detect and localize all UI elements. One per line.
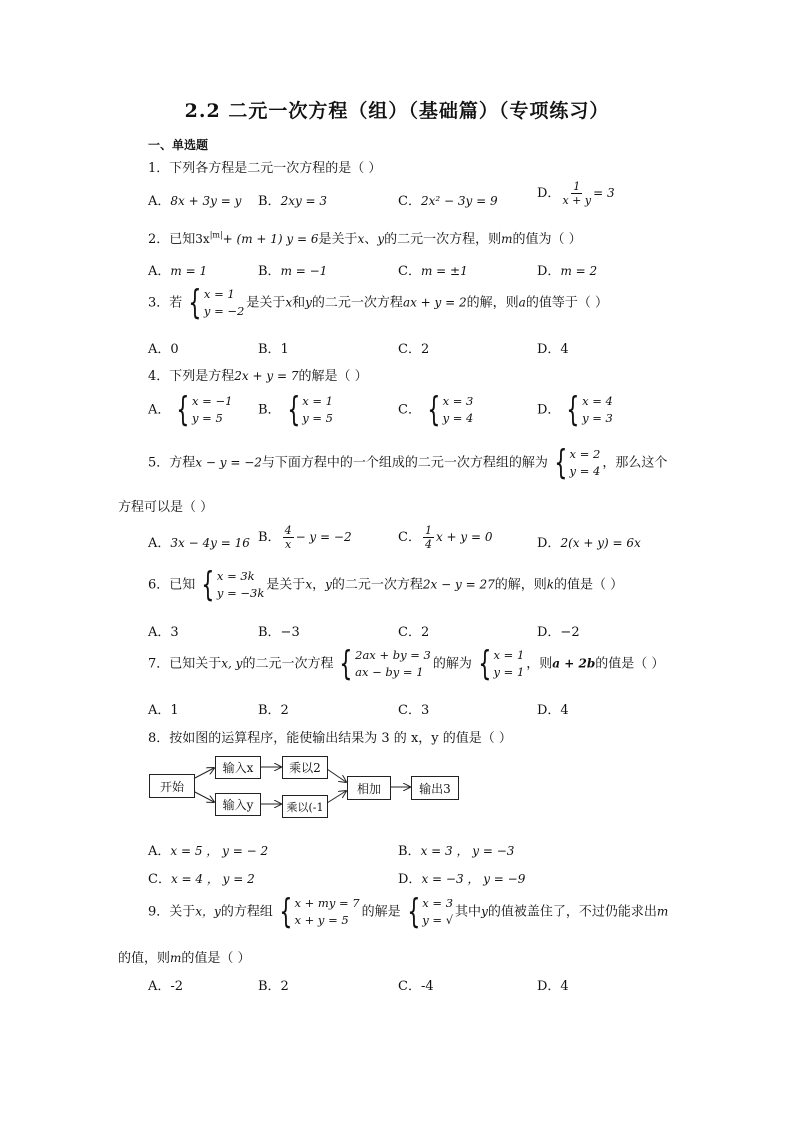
flow-multiply-2-box: 乘以2	[282, 756, 328, 779]
question-2: 2．已知$3x^{|m|}+ (m + 1) y = 6$是关于x、y的二元一次方程，则m的值为（ ）	[148, 230, 582, 247]
q5-option-c: C． $\frac{1}{4}$ x + y = 0	[398, 524, 493, 551]
q9-option-c: C．-4	[398, 979, 434, 994]
q6-option-a: A．3	[148, 625, 179, 640]
q1-option-b: B．2xy = 3	[258, 194, 328, 209]
q9-option-d: D．4	[537, 979, 569, 994]
q8-option-b: B．x = 3 ， y = −3	[398, 844, 515, 859]
question-8: 8．按如图的运算程序，能使输出结果为 3 的 x，y 的值是（ ）	[148, 731, 512, 746]
question-5: 5．方程x − y = −2与下面方程中的一个组成的二元一次方程组的解为 { x = 2 y = 4 ，那么这个	[148, 443, 668, 483]
q4-option-b: B． { x = 1 y = 5	[258, 390, 333, 430]
q9-option-a: A．-2	[148, 979, 184, 994]
q4-option-a: A． { x = −1 y = 5	[148, 390, 233, 430]
q3-option-d: D．4	[537, 342, 569, 357]
q3-option-b: B．1	[258, 342, 289, 357]
flow-output-box: 输出3	[411, 776, 459, 800]
flow-input-x-box: 输入x	[215, 756, 261, 779]
q8-option-c: C．x = 4 ， y = 2	[148, 872, 255, 887]
question-6: 6．已知 { x = 3k y = −3k 是关于x，y的二元一次方程2x − y = 27的解，则k的值是（ ）	[148, 565, 624, 605]
q7-option-b: B．2	[258, 703, 289, 718]
q5-option-a: A．3x − 4y = 16	[148, 536, 250, 551]
q5-option-d: D．2(x + y) = 6x	[537, 536, 641, 551]
q4-option-c: C． { x = 3 y = 4	[398, 390, 474, 430]
q7-option-a: A．1	[148, 703, 179, 718]
q9-option-b: B．2	[258, 979, 289, 994]
question-7: 7．已知关于x, y的二元一次方程 { 2ax + by = 3 ax − by = 1 的解为 { x = 1 y = 1 ，则a + 2b的值是（ ）	[148, 644, 665, 684]
q8-option-d: D．x = −3 ， y = −9	[398, 872, 526, 887]
q2-option-a: A．m = 1	[148, 264, 208, 279]
q8-option-a: A．x = 5 ， y = − 2	[148, 844, 269, 859]
question-3: 3．若 { x = 1 y = −2 是关于x和y的二元一次方程ax + y = 2的解，则a的值等于（ ）	[148, 283, 608, 323]
question-4: 4．下列是方程2x + y = 7的解是（ ）	[148, 369, 368, 384]
q2-option-d: D．m = 2	[537, 264, 598, 279]
q1-option-c: C．2x² − 3y = 9	[398, 194, 498, 209]
q2-option-b: B．m = −1	[258, 264, 328, 279]
q3-option-a: A．0	[148, 342, 179, 357]
q1-option-d: D． $\frac{1}{x + y}$ = 3	[537, 180, 615, 207]
q3-option-c: C．2	[398, 342, 430, 357]
q7-option-d: D．4	[537, 703, 569, 718]
question-1: 1．下列各方程是二元一次方程的是（ ）	[148, 161, 382, 176]
q6-option-c: C．2	[398, 625, 430, 640]
flow-start-box: 开始	[149, 774, 195, 798]
q5-option-b: B． $\frac{4}{x}$ − y = −2	[258, 524, 352, 551]
flow-add-box: 相加	[347, 776, 391, 800]
question-9-continued: 的值，则m的值是（ ）	[118, 951, 251, 966]
q7-option-c: C．3	[398, 703, 430, 718]
q6-option-b: B．−3	[258, 625, 300, 640]
q2-option-c: C．m = ±1	[398, 264, 468, 279]
flow-multiply-neg1-box: 乘以(-1	[282, 795, 328, 818]
section-heading: 一、单选题	[148, 138, 209, 152]
document-title: 2.2 二元一次方程（组）（基础篇）（专项练习）	[184, 100, 610, 122]
flow-input-y-box: 输入y	[215, 793, 261, 816]
question-9: 9．关于x，y的方程组 { x + my = 7 x + y = 5 的解是 { x = 3 y = √ 其中y的值被盖住了，不过仍能求出m	[148, 892, 669, 932]
q1-option-a: A．8x + 3y = y	[148, 194, 242, 209]
question-5-continued: 方程可以是（ ）	[118, 500, 214, 515]
q4-option-d: D． { x = 4 y = 3	[537, 390, 613, 430]
q6-option-d: D．−2	[537, 625, 580, 640]
